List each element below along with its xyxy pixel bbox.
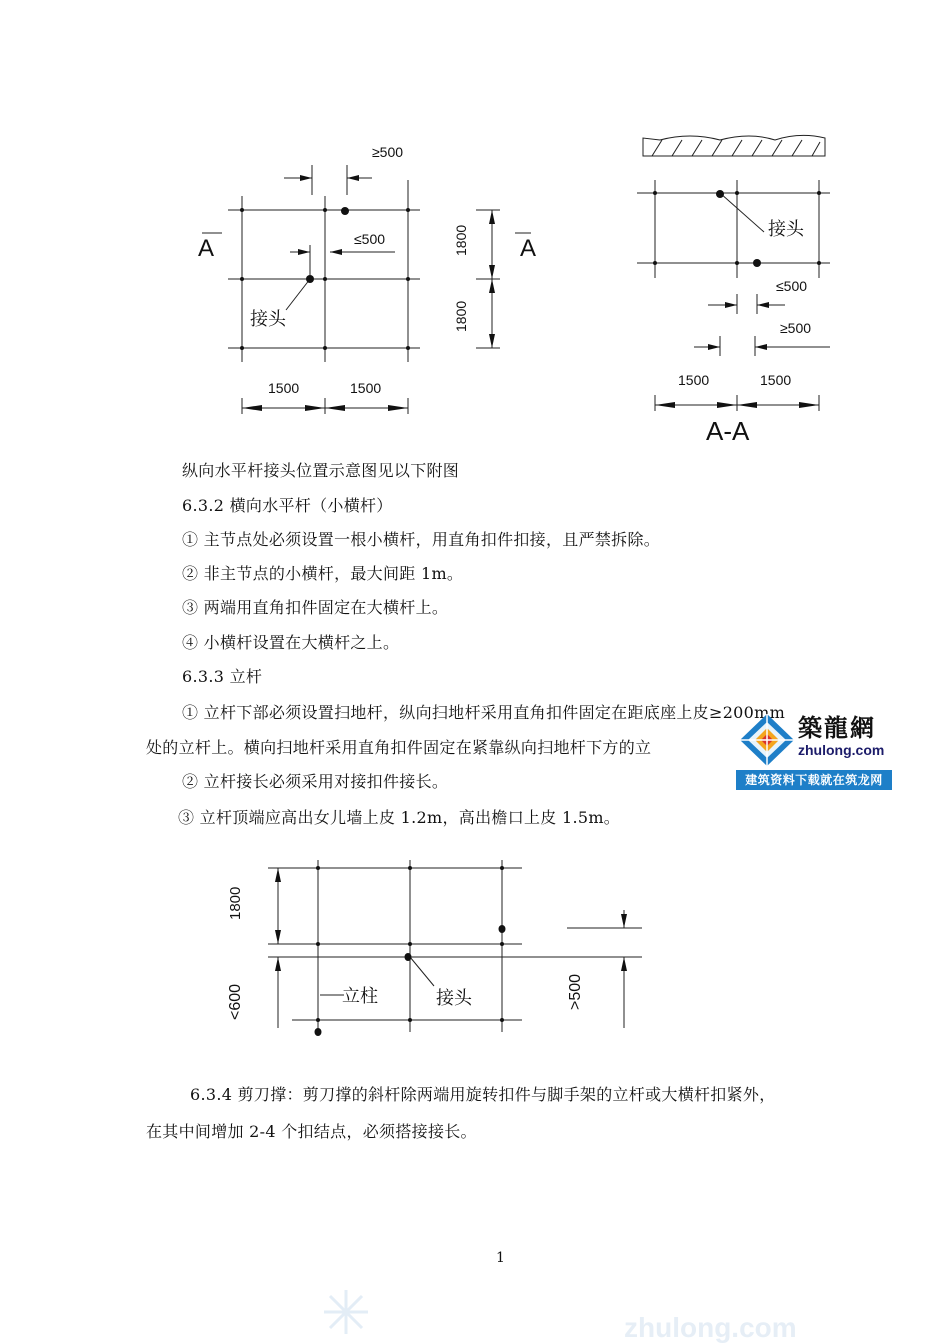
section-dim-1500-left: 1500	[678, 372, 710, 388]
section-mark-right: A	[520, 235, 537, 262]
dim-1500-left: 1500	[268, 380, 300, 396]
pole-dim-gt500: >500	[567, 973, 584, 1010]
paragraph-pole-3: ③ 立杆顶端应高出女儿墙上皮 1.2m，高出檐口上皮 1.5m。	[178, 808, 621, 827]
watermark-bottom-url: zhulong.com	[624, 1312, 797, 1343]
pole-dim-lt600: <600	[227, 983, 244, 1020]
logo-diamond-icon	[738, 712, 796, 768]
section-dim-le500: ≤500	[776, 278, 808, 294]
zhulong-logo	[736, 708, 892, 790]
paragraph-item-1: ① 主节点处必须设置一根小横杆，用直角扣件扣接，且严禁拆除。	[182, 530, 661, 549]
logo-url: zhulong.com	[798, 742, 885, 758]
dim-ge500-label: ≥500	[372, 144, 404, 160]
paragraph-figure-caption: 纵向水平杆接头位置示意图见以下附图	[182, 461, 460, 480]
paragraph-item-2: ② 非主节点的小横杆，最大间距 1m。	[182, 564, 464, 583]
paragraph-item-4: ④ 小横杆设置在大横杆之上。	[182, 633, 400, 652]
figure-elevation	[0, 0, 950, 460]
paragraph-item-3: ③ 两端用直角扣件固定在大横杆上。	[182, 598, 449, 617]
paragraph-pole-1a: ① 立杆下部必须设置扫地杆，纵向扫地杆采用直角扣件固定在距底座上皮≥200mm	[182, 703, 786, 722]
page-number: 1	[496, 1250, 505, 1266]
dim-le500-label: ≤500	[354, 231, 386, 247]
paragraph-pole-1b: 处的立杆上。横向扫地杆采用直角扣件固定在紧靠纵向扫地杆下方的立	[146, 738, 652, 757]
heading-6-3-2: 6.3.2 横向水平杆（小横杆）	[182, 496, 393, 515]
pole-dim-1800: 1800	[227, 886, 244, 920]
section-dim-ge500: ≥500	[780, 320, 812, 336]
pole-joint-label: 接头	[436, 988, 472, 1009]
paragraph-pole-2: ② 立杆接长必须采用对接扣件接长。	[182, 772, 449, 791]
paragraph-6-3-4-a: 6.3.4 剪刀撑：剪刀撑的斜杆除两端用旋转扣件与脚手架的立杆或大横杆扣紧外，	[190, 1085, 776, 1104]
figure-pole-joint	[0, 840, 950, 1050]
dim-1800-bottom: 1800	[453, 300, 469, 332]
joint-label: 接头	[250, 309, 286, 330]
watermark-snowflake-icon	[320, 1286, 372, 1338]
paragraph-6-3-4-b: 在其中间增加 2-4 个扣结点，必须搭接接长。	[146, 1122, 477, 1141]
section-title: A-A	[706, 416, 750, 446]
dim-1500-right: 1500	[350, 380, 382, 396]
section-joint-label: 接头	[768, 219, 804, 240]
section-mark-left: A	[198, 235, 215, 262]
logo-title: 築龍網	[798, 713, 876, 742]
dim-1800-top: 1800	[453, 224, 469, 256]
logo-slogan: 建筑资料下载就在筑龙网	[736, 770, 892, 790]
column-label: 立柱	[342, 986, 378, 1007]
heading-6-3-3: 6.3.3 立杆	[182, 667, 263, 686]
section-dim-1500-right: 1500	[760, 372, 792, 388]
